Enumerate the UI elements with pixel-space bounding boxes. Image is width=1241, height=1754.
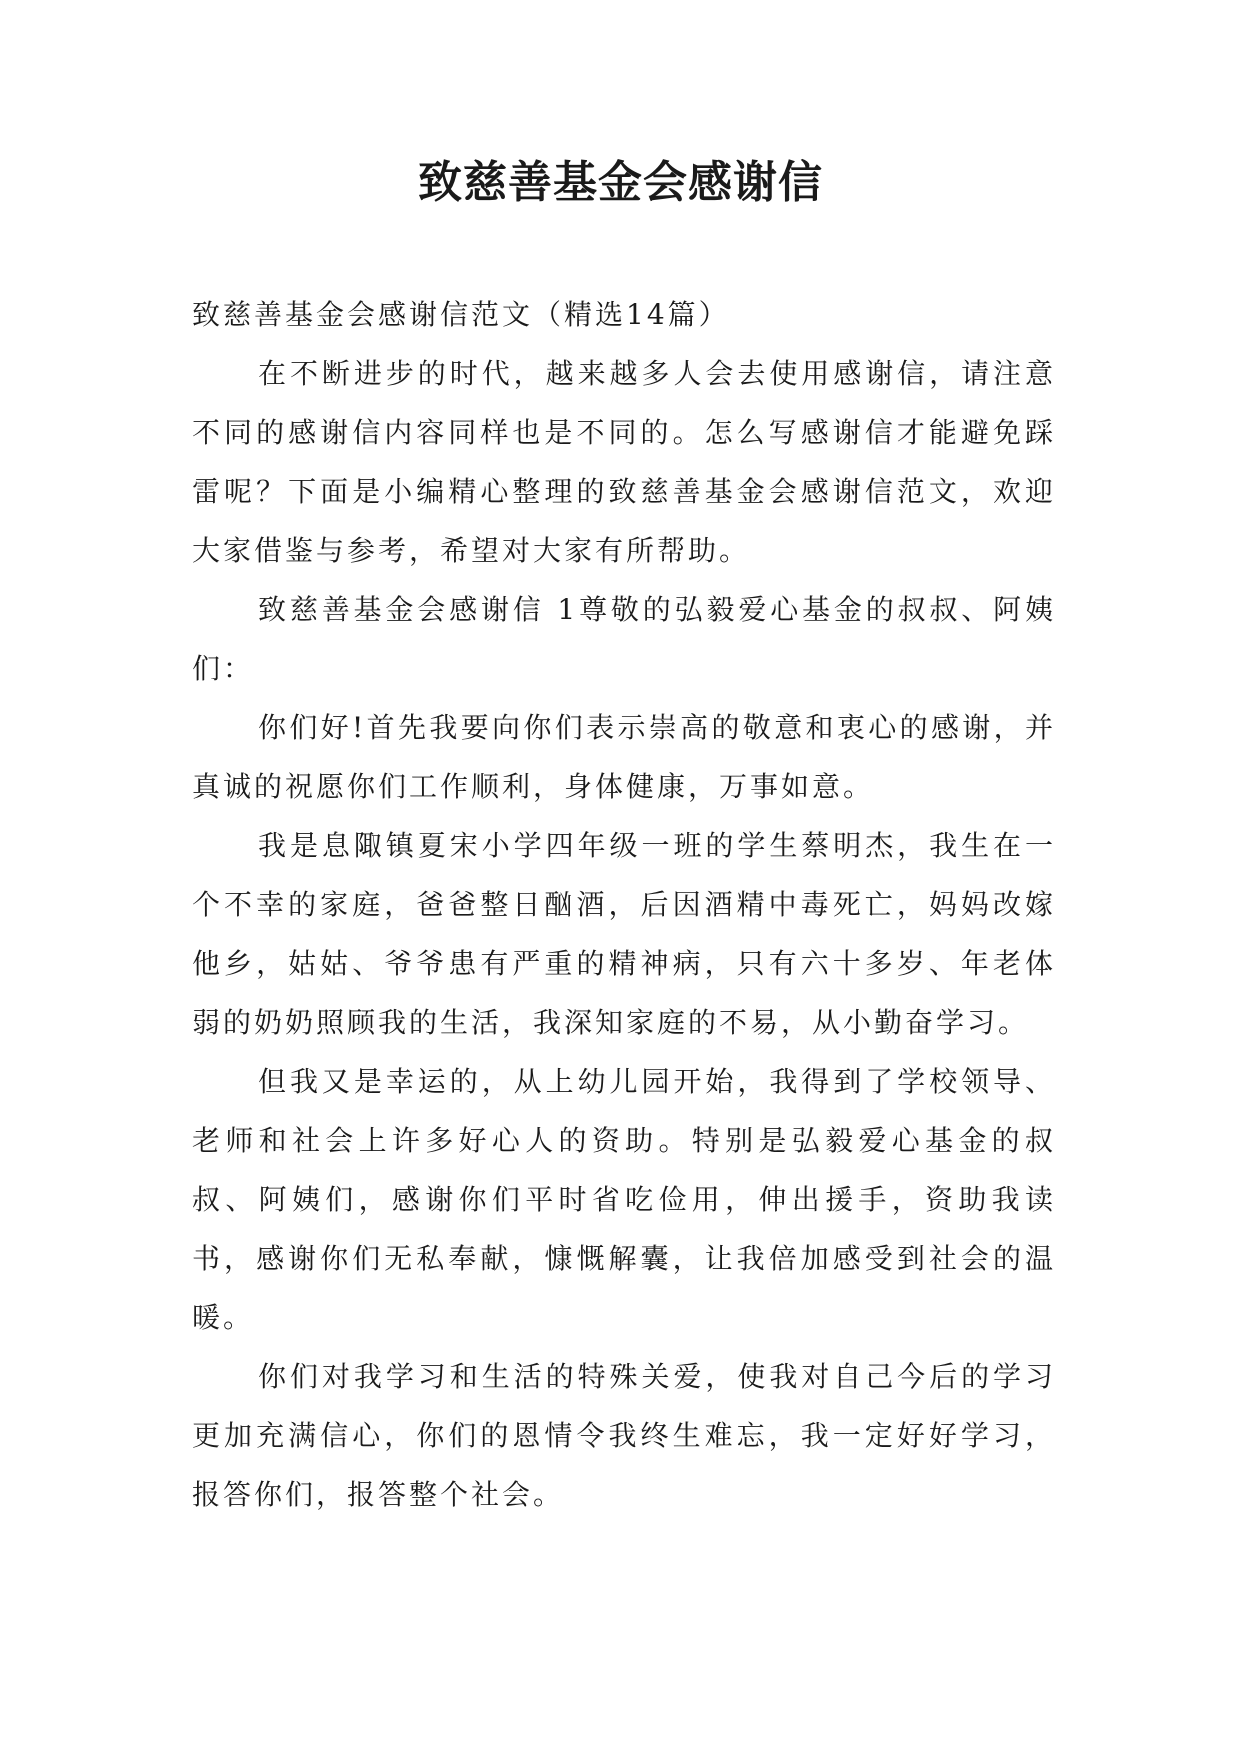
paragraph-salutation: 致慈善基金会感谢信 1尊敬的弘毅爱心基金的叔叔、阿姨们： — [192, 593, 1056, 685]
paragraph-greeting: 你们好!首先我要向你们表示崇高的敬意和衷心的感谢，并真诚的祝愿你们工作顺利，身体健康，万事如意。 — [192, 711, 1056, 803]
paragraph-gratitude: 但我又是幸运的，从上幼儿园开始，我得到了学校领导、老师和社会上许多好心人的资助。特别是弘毅爱心基金的叔叔、阿姨们，感谢你们平时省吃俭用，伸出援手，资助我读书，感谢你们无私奉献，慷慨解囊，让我倍加感受到社会的温暖。 — [192, 1065, 1056, 1334]
paragraph-background: 我是息陬镇夏宋小学四年级一班的学生蔡明杰，我生在一个不幸的家庭，爸爸整日酗酒，后因酒精中毒死亡，妈妈改嫁他乡，姑姑、爷爷患有严重的精神病，只有六十多岁、年老体弱的奶奶照顾我的生活，我深知家庭的不易，从小勤奋学习。 — [192, 829, 1056, 1039]
document-body — [192, 285, 1056, 1524]
paragraph-commitment: 你们对我学习和生活的特殊关爱，使我对自己今后的学习更加充满信心，你们的恩情令我终生难忘，我一定好好学习，报答你们，报答整个社会。 — [192, 1360, 1056, 1511]
document-title: 致慈善基金会感谢信 — [418, 157, 823, 208]
paragraph-intro: 在不断进步的时代，越来越多人会去使用感谢信，请注意不同的感谢信内容同样也是不同的。怎么写感谢信才能避免踩雷呢？下面是小编精心整理的致慈善基金会感谢信范文，欢迎大家借鉴与参考，希望对大家有所帮助。 — [192, 357, 1056, 567]
document-subtitle: 致慈善基金会感谢信范文（精选14篇） — [192, 298, 730, 331]
